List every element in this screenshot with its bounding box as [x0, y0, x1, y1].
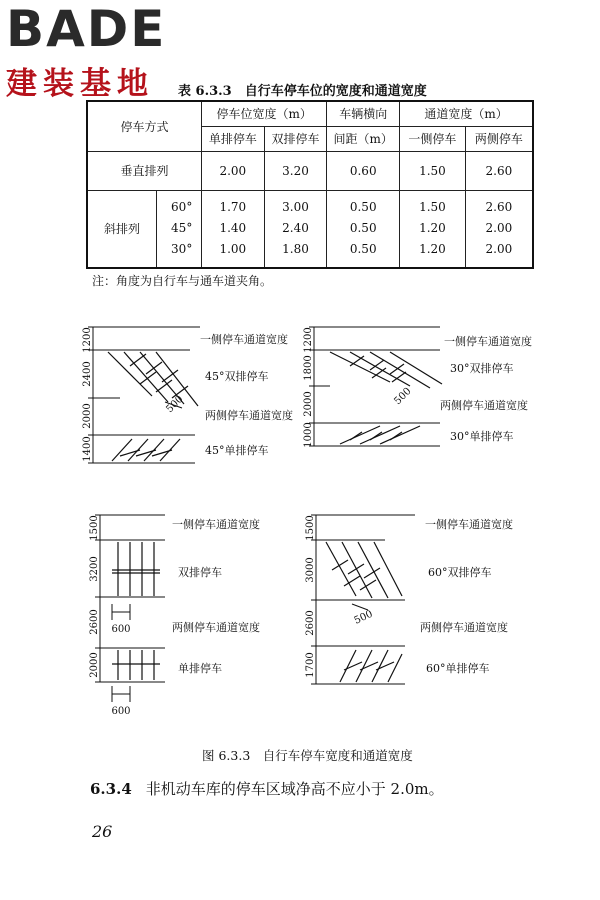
- cell: 1.20: [419, 221, 446, 236]
- dim-label: 2600: [305, 610, 316, 636]
- label: 两侧停车通道宽度: [205, 409, 293, 422]
- cell: 3.20: [264, 151, 327, 190]
- label: 一侧停车通道宽度: [444, 335, 532, 348]
- label: 60°单排停车: [426, 662, 490, 675]
- section-text: 非机动车库的停车区域净高不应小于 2.0m。: [145, 780, 444, 798]
- label: 30°单排停车: [450, 430, 514, 443]
- header-spacing-2: 间距（m）: [327, 126, 400, 151]
- cell: 1.70: [219, 200, 247, 215]
- label: 两侧停车通道宽度: [172, 621, 260, 634]
- dim-label: 2000: [89, 652, 100, 678]
- cell: 1.50: [400, 151, 466, 190]
- dim-label: 1000: [303, 422, 314, 448]
- diagram-60: [305, 515, 513, 684]
- dim-label: 1500: [305, 515, 316, 541]
- row-label-vertical: 垂直排列: [87, 151, 201, 190]
- section-6-3-4: [90, 778, 444, 799]
- header-stall-width: 停车位宽度（m）: [201, 101, 326, 126]
- cell: 2.00: [485, 221, 513, 236]
- gap-label: 600: [111, 706, 131, 717]
- dim-label: 3000: [305, 557, 316, 583]
- cell: 0.50: [349, 221, 377, 236]
- gap-label: 600: [111, 624, 131, 635]
- dim-label: 2000: [82, 403, 93, 429]
- dim-label: 1200: [303, 327, 314, 353]
- label: 双排停车: [178, 566, 222, 579]
- label: 单排停车: [178, 662, 222, 675]
- logo-wordmark: BADE: [6, 0, 167, 58]
- header-single: 单排停车: [201, 126, 264, 151]
- label: 两侧停车通道宽度: [440, 399, 528, 412]
- table-caption: 表 6.3.3 自行车停车位的宽度和通道宽度: [178, 84, 427, 99]
- dim-label: 1700: [305, 652, 316, 678]
- angle: 30°: [171, 242, 193, 257]
- logo-subtitle: 建装基地: [6, 66, 154, 102]
- dim-label: 2600: [89, 609, 100, 635]
- label: 一侧停车通道宽度: [425, 518, 513, 531]
- cell: 3.00: [282, 200, 309, 215]
- cell: 2.60: [485, 200, 513, 215]
- row-label-oblique: 斜排列: [87, 190, 157, 268]
- label: 45°单排停车: [205, 444, 269, 457]
- header-aisle: 通道宽度（m）: [400, 101, 533, 126]
- diagram-vertical: [89, 515, 260, 717]
- table-note: 注：角度为自行车与通车道夹角。: [92, 274, 273, 288]
- cell: 1.20: [419, 242, 446, 257]
- figure-caption: 图 6.3.3 自行车停车宽度和通道宽度: [202, 748, 413, 763]
- cell: 1.50: [419, 200, 446, 215]
- gap-label: 500: [164, 393, 186, 416]
- dim-label: 1200: [82, 327, 93, 353]
- cell: 2.00: [201, 151, 264, 190]
- dim-label: 1500: [89, 515, 100, 541]
- label: 一侧停车通道宽度: [172, 518, 260, 531]
- angle: 60°: [171, 200, 193, 215]
- cell: 2.00: [485, 242, 513, 257]
- diagram-45: [82, 327, 293, 463]
- dim-label: 3200: [89, 556, 100, 582]
- cell: 1.80: [282, 242, 309, 257]
- cell: 0.50: [349, 200, 377, 215]
- cell: 2.40: [282, 221, 309, 236]
- dim-label: 1800: [303, 355, 314, 381]
- dim-label: 2400: [82, 361, 93, 387]
- header-one-side: 一侧停车: [400, 126, 466, 151]
- dim-label: 2000: [303, 391, 314, 417]
- cell: 1.00: [219, 242, 247, 257]
- page-number: 26: [92, 822, 113, 841]
- header-spacing-1: 车辆横向: [327, 101, 400, 126]
- header-double: 双排停车: [264, 126, 327, 151]
- cell: 2.60: [465, 151, 533, 190]
- gap-label: 500: [392, 385, 414, 408]
- cell: 0.60: [327, 151, 400, 190]
- label: 两侧停车通道宽度: [420, 621, 508, 634]
- section-number: 6.3.4: [90, 780, 132, 798]
- header-two-side: 两侧停车: [465, 126, 533, 151]
- label: 60°双排停车: [428, 566, 492, 579]
- cell: 1.40: [219, 221, 247, 236]
- angle: 45°: [171, 221, 193, 236]
- header-mode: 停车方式: [87, 101, 201, 151]
- dim-label: 1400: [82, 436, 93, 462]
- cell: 0.50: [349, 242, 377, 257]
- label: 一侧停车通道宽度: [200, 333, 288, 346]
- diagram-30: [303, 327, 532, 448]
- gap-label: 500: [352, 608, 375, 627]
- label: 45°双排停车: [205, 370, 269, 383]
- label: 30°双排停车: [450, 362, 514, 375]
